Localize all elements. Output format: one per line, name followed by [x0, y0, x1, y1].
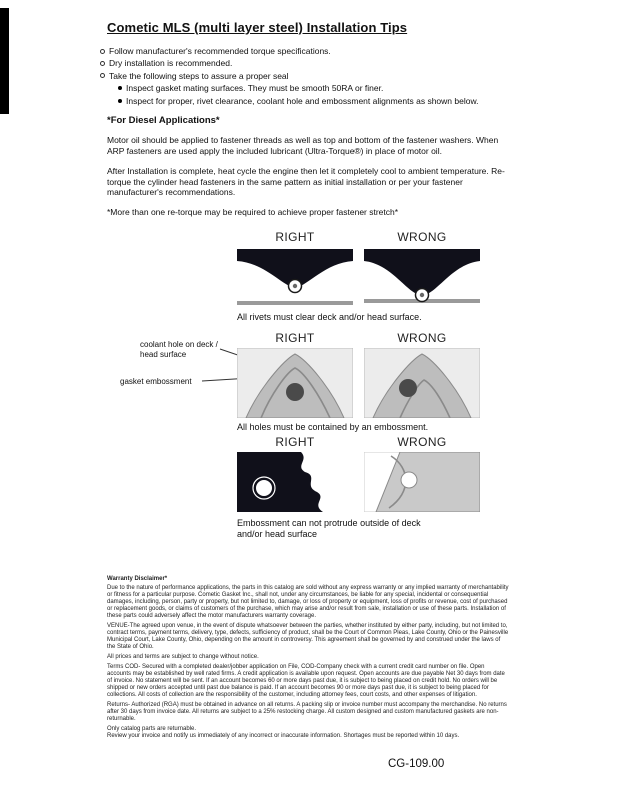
- tip-item: [100, 45, 540, 57]
- disclaimer-paragraph: VENUE-The agreed upon venue, in the event of dispute whatsoever between the parties, whether instituted by either party, including, but not limited to, contract terms, payment terms, delivery, type, defects, sufficiency of product, shall be the Court of Common Pleas, Lake County, Ohio or the Painesville Municipal Court, Lake County, Ohio, depending on the amount in controversy. This agreement shall be governed by and construed under the laws of the State of Ohio.: [107, 623, 509, 650]
- coolant-hole-annotation: coolant hole on deck / head surface: [140, 340, 218, 359]
- diesel-heading: *For Diesel Applications*: [107, 115, 220, 126]
- installation-tips-list: [100, 45, 540, 107]
- tip-text: Take the following steps to assure a proper seal: [109, 70, 289, 81]
- diesel-paragraph: Motor oil should be applied to fastener threads as well as top and bottom of the fastener washers. When ARP fasteners are used apply the included lubricant (Ultra-Torque®) in place of motor oil.: [107, 135, 499, 156]
- open-bullet-icon: [100, 49, 105, 54]
- embossment-containment-right-diagram: [237, 348, 353, 418]
- embossment-containment-wrong-diagram: [364, 348, 480, 418]
- rivet-clearance-wrong-diagram: [364, 249, 480, 307]
- tip-text: Inspect for proper, rivet clearance, coolant hole and embossment alignments as shown below.: [126, 95, 479, 106]
- right-label: RIGHT: [275, 331, 315, 345]
- diagram-caption: Embossment can not protrude outside of deck and/or head surface: [237, 518, 421, 539]
- disclaimer-paragraph: Returns- Authorized (RGA) must be obtained in advance on all returns. A packing slip or invoice number must accompany the merchandise. No returns after 30 days from invoice date. All returns are subject to a 25% restocking charge. All custom designed and custom manufactured gaskets are non-returnable.: [107, 702, 507, 722]
- page-title: Cometic MLS (multi layer steel) Installation Tips: [107, 20, 408, 35]
- rivet-clearance-right-diagram: [237, 249, 353, 307]
- tip-text: Inspect gasket mating surfaces. They must be smooth 50RA or finer.: [126, 83, 384, 94]
- tip-item: [100, 57, 540, 69]
- dot-bullet-icon: [118, 86, 122, 90]
- diagram-caption: All holes must be contained by an embossment.: [237, 422, 429, 432]
- tip-sub-item: [100, 82, 540, 94]
- tip-text: Dry installation is recommended.: [109, 58, 233, 69]
- tip-sub-item: [100, 95, 540, 107]
- embossment-protrusion-right-diagram: [237, 452, 353, 512]
- wrong-label: WRONG: [397, 435, 447, 449]
- disclaimer-paragraph: Due to the nature of performance applications, the parts in this catalog are sold without any express warranty or any implied warranty of merchantability or fitness for a particular purpose. Cometic Gasket Inc., shall not, under any circumstances, be liable for any special, incidental or consequential damages, including, person, party or property, but not limited to, damage, or loss of property or equipment, loss of profits or revenue, cost of purchased or replacement goods, or claims of customers of the purchase, which may arise and/or result from sale, installation or use of these parts. Installation of these parts could adversely affect the motor manufacturers warranty coverage.: [107, 585, 509, 619]
- wrong-label: WRONG: [397, 230, 447, 244]
- disclaimer-paragraph: All prices and terms are subject to change without notice.: [107, 654, 259, 660]
- page-edge-mark: [0, 8, 9, 114]
- diagram-section: [100, 228, 540, 558]
- disclaimer-paragraph: Terms COD- Secured with a completed dealer/jobber application on File, COD-Company check with a current credit card number on file. Open accounts may be established by well rated firms. A credit application is available upon request. Open accounts are due payable Net 30 days from date of invoice. No statement will be sent. If an account becomes 60 or more days past due, it is subject to being placed on credit hold. No orders will be shipped or new orders accepted until past due balance is paid. If an account becomes 90 or more days past due, it is subject to being placed for collections. All costs of collection are the responsibility of the customer, including attorney fees, court costs, and other expenses of litigation.: [107, 664, 505, 698]
- tip-item: [100, 70, 540, 82]
- tip-text: Follow manufacturer's recommended torque specifications.: [109, 46, 331, 56]
- diesel-note: *More than one re-torque may be required to achieve proper fastener stretch*: [107, 207, 399, 218]
- disclaimer-heading: Warranty Disclaimer*: [107, 576, 168, 582]
- page-code: CG-109.00: [388, 758, 445, 770]
- right-label: RIGHT: [275, 435, 315, 449]
- warranty-disclaimer-section: [107, 576, 510, 743]
- disclaimer-paragraph: Only catalog parts are returnable.: [107, 726, 197, 732]
- open-bullet-icon: [100, 73, 105, 78]
- right-label: RIGHT: [275, 230, 315, 244]
- gasket-embossment-annotation: gasket embossment: [120, 377, 192, 386]
- disclaimer-paragraph: Review your invoice and notify us immediately of any incorrect or inaccurate information. Shortages must be reported within 10 days.: [107, 733, 460, 739]
- diagram-caption: All rivets must clear deck and/or head surface.: [237, 312, 422, 322]
- open-bullet-icon: [100, 61, 105, 66]
- embossment-protrusion-wrong-diagram: [364, 452, 480, 512]
- dot-bullet-icon: [118, 99, 122, 103]
- wrong-label: WRONG: [397, 331, 447, 345]
- diesel-applications-section: [107, 116, 510, 228]
- diesel-paragraph: After Installation is complete, heat cycle the engine then let it completely cool to ambient temperature. Re-torque the cylinder head fasteners in the same pattern as initial installation or per your fastener manufacturer's recommendations.: [107, 166, 505, 198]
